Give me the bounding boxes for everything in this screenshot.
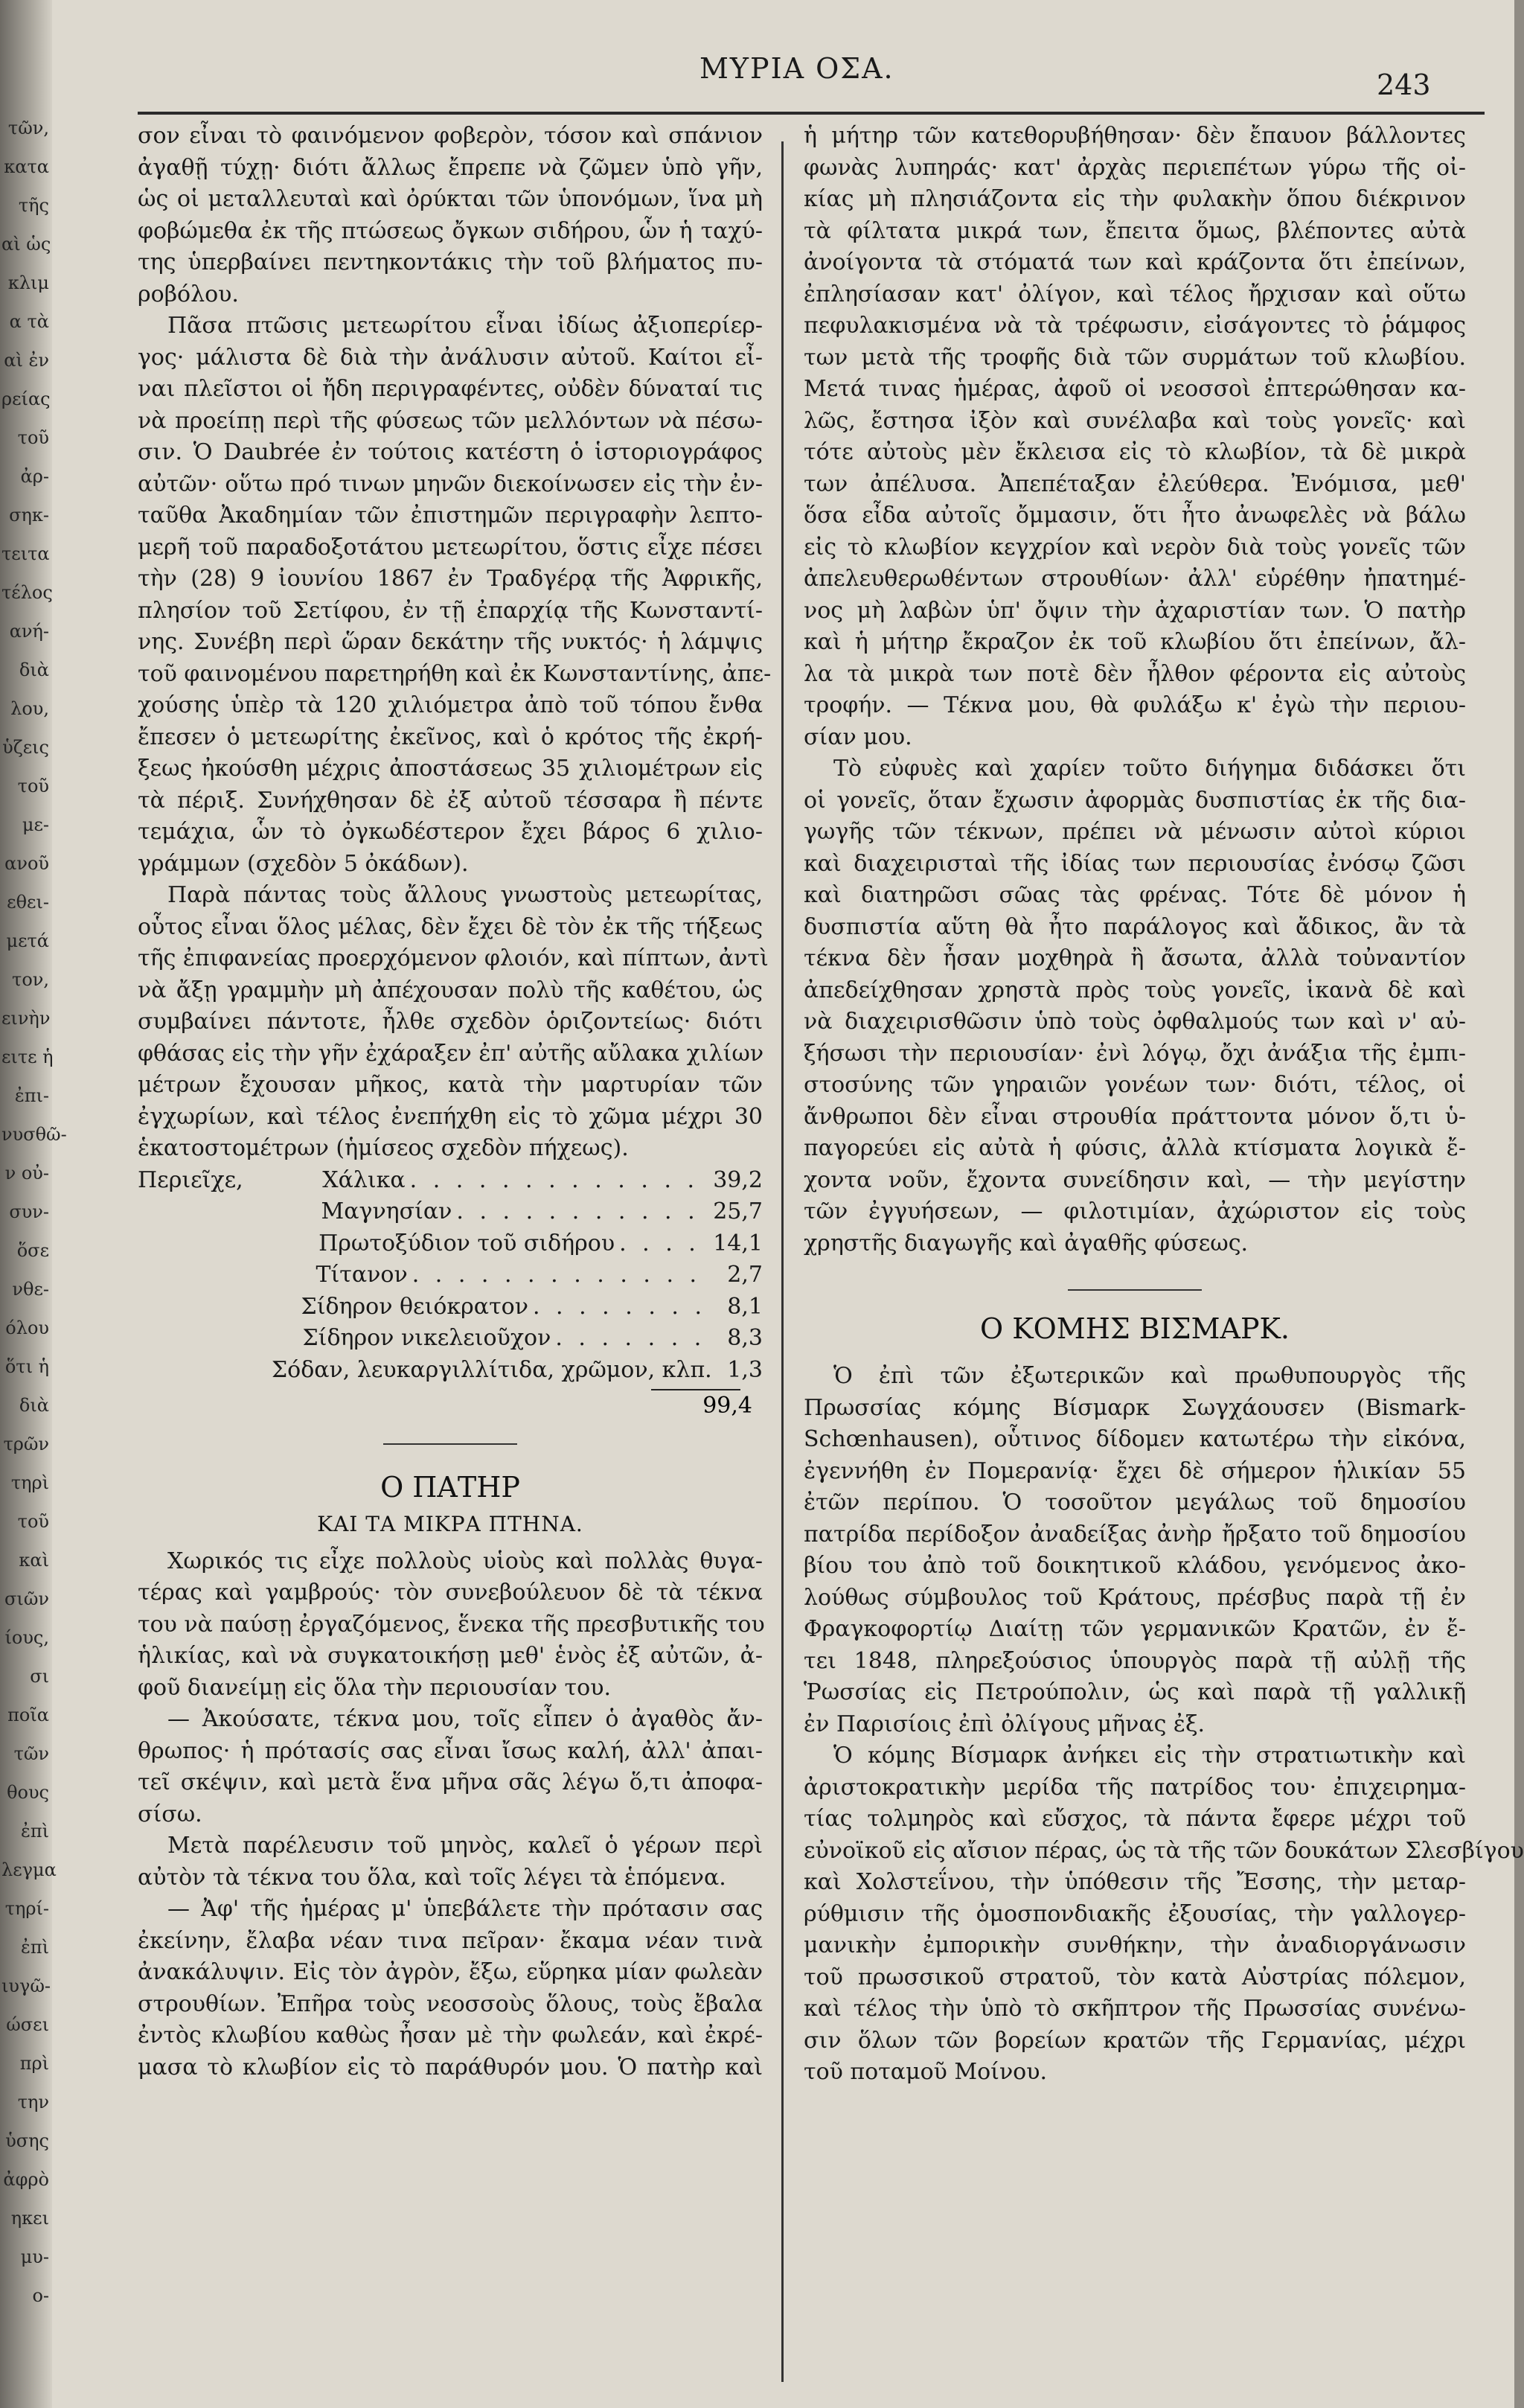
spine-fragment: νθε-: [12, 1279, 49, 1300]
spine-fragment: τῶν: [13, 1743, 49, 1764]
text-line: Ὁ ἐπὶ τῶν ἐξωτερικῶν καὶ πρωθυπουργὸς τῆς: [833, 1363, 1466, 1389]
text-line: τὰ πέριξ. Συνήχθησαν δὲ ἐξ αὐτοῦ τέσσαρα ἢ πέντε: [138, 787, 763, 814]
facing-page-edge: [0, 0, 67, 2408]
text-line: ἀπελευθερωθέντων στρουθίων· ἀλλ' εὑρέθην ἠπατημέ-: [804, 566, 1466, 592]
text-line: παγορεύει εἰς αὐτὰ ἡ φύσις, ἀλλὰ κτίσματα λογικὰ ἔ-: [804, 1135, 1466, 1161]
paragraph: [804, 121, 1466, 753]
mineral-name: Μαγνησίαν: [321, 1198, 452, 1224]
text-line: τὰ φίλτατα μικρά των, ἔπειτα ὅμως, βλέποντες αὐτὰ: [804, 217, 1466, 244]
text-line: καὶ διαχειρισταὶ τῆς ἰδίας των περιουσίας ἐνόσῳ ζῶσι: [804, 850, 1466, 877]
spine-fragment: ν οὐ-: [4, 1163, 49, 1184]
text-line: καὶ διατηρῶσι σῶας τὰς φρένας. Τότε δὲ μόνον ἡ: [804, 882, 1466, 908]
text-line: του νὰ παύσῃ ἐργαζόμενος, ἕνεκα τῆς πρεσβυτικῆς του: [138, 1611, 765, 1638]
text-line: νος μὴ λαβὼν ὑπ' ὄψιν τὴν ἀχαριστίαν των. Ὁ πατὴρ: [804, 597, 1466, 624]
text-line: εἰς τὸ κλωβίον κεγχρίον καὶ νερὸν διὰ τοὺς γονεῖς τῶν: [804, 534, 1466, 561]
text-line: γωγῆς τῶν τέκνων, πρέπει νὰ μένωσιν αὐτοὶ κύριοι: [804, 819, 1466, 845]
mineral-value: 8,1: [727, 1293, 763, 1320]
spine-fragment: όλου: [5, 1318, 49, 1338]
text-line: ἀπεδείχθησαν χρηστὰ πρὸς τοὺς γονεῖς, ἱκανὰ δὲ καὶ: [804, 977, 1466, 1003]
text-line: Schœnhausen), οὗτινος δίδομεν κατωτέρω τὴν εἰκόνα,: [804, 1426, 1466, 1452]
text-line: θρωπος· ἡ πρότασίς σας εἶναι ἴσως καλή, ἀλλ' ἀπαι-: [138, 1737, 763, 1764]
text-line: χρηστῆς διαγωγῆς καὶ ἀγαθῆς φύσεως.: [804, 1230, 1249, 1256]
text-line: ἀγαθῇ τύχῃ· διότι ἄλλως ἔπρεπε νὰ ζῶμεν ὑπὸ γῆν,: [138, 154, 763, 181]
leader-dots: . . . . . . .: [555, 1325, 706, 1351]
text-line: τίας τολμηρὸς καὶ εὔσχος, τὰ πάντα ἔφερε μέχρι τοῦ: [804, 1806, 1466, 1832]
leader-dots: . . . . . . . . . . .: [456, 1198, 699, 1224]
text-line: ἐγχωρίων, καὶ τέλος ἐνεπήχθη εἰς τὸ χῶμα μέχρι 30: [138, 1103, 763, 1130]
text-line: λα τὰ μικρὰ των ποτὲ δὲν ἦλθον φέροντα εἰς αὐτοὺς: [804, 660, 1466, 687]
spine-fragment: με-: [22, 814, 49, 835]
text-line: Παρὰ πάντας τοὺς ἄλλους γνωστοὺς μετεωρίτας,: [167, 882, 763, 908]
text-line: ἐτῶν περίπου. Ὁ τοσοῦτον μεγάλως τοῦ δημοσίου: [804, 1489, 1466, 1516]
spine-fragment: ἐπὶ: [20, 1937, 49, 1958]
spine-fragment: θους: [7, 1782, 49, 1803]
text-line: χούσης ὑπὲρ τὰ 120 χιλιόμετρα ἀπὸ τοῦ τόπου ἔνθα: [138, 692, 763, 718]
text-line: — Ἀκούσατε, τέκνα μου, τοῖς εἶπεν ὁ ἀγαθὸς ἄν-: [167, 1706, 763, 1732]
composition-label: [138, 1291, 301, 1323]
text-line: τότε αὐτοὺς μὲν ἔκλεισα εἰς τὸ κλωβίον, τὰ δὲ μικρὰ: [804, 439, 1466, 465]
text-line: νὰ ἄξῃ γραμμὴν μὴ ἀπέχουσαν πολὺ τῆς καθέτου, ὡς: [138, 977, 763, 1003]
spine-fragment: εθει-: [7, 892, 49, 913]
text-line: καὶ Χολστεΐνου, τὴν ὑπόθεσιν τῆς Ἔσσης, τὴν μεταρ-: [804, 1869, 1466, 1895]
text-line: ἐγεννήθη ἐν Πομερανίᾳ· ἔχει δὲ σήμερον ἡλικίαν 55: [804, 1457, 1466, 1484]
spine-fragment: καὶ: [19, 1550, 49, 1571]
mineral-name: Σόδαν, λευκαργιλλίτιδα, χρῶμον, κλπ.: [271, 1356, 712, 1383]
text-line: Μετὰ παρέλευσιν τοῦ μηνὸς, καλεῖ ὁ γέρων περὶ: [167, 1833, 763, 1859]
leader-dots: . . . . . . . . . . . . .: [409, 1166, 699, 1193]
spine-fragment: ώσει: [6, 2014, 49, 2035]
text-line: ἑκατοστομέτρων (ἡμίσεος σχεδὸν πήχεως).: [138, 1135, 629, 1161]
text-line: ἐν Παρισίοις ἐπὶ ὀλίγους μῆνας ἐξ.: [804, 1711, 1206, 1737]
text-line: χοντα νοῦν, ἔχοντα συνείδησιν καὶ, — τὴν μεγίστην: [804, 1166, 1466, 1193]
text-line: ἄνθρωποι δὲν εἶναι στρουθία πράττοντα μόνον ὅ,τι ὑ-: [804, 1103, 1466, 1130]
text-line: μέτρων ἔχουσαν μῆκος, κατὰ τὴν μαρτυρίαν τῶν: [138, 1072, 763, 1098]
mineral-name: Σίδηρον νικελειοῦχον: [302, 1325, 551, 1351]
text-line: κίας μὴ πλησιάζοντα εἰς τὴν φυλακὴν ὅπου διέκρινον: [804, 186, 1466, 212]
text-line: στοσύνης τῶν γηραιῶν γονέων των· διότι, τέλος, οἱ: [804, 1072, 1466, 1098]
text-line: Μετά τινας ἡμέρας, ἀφοῦ οἱ νεοσσοὶ ἐπτερώθησαν κα-: [804, 376, 1466, 402]
spine-fragment: αὶ ὡς: [1, 234, 51, 255]
header-rule: [138, 112, 1485, 115]
text-line: σίσω.: [138, 1801, 202, 1827]
spine-fragment: ποῖα: [7, 1705, 49, 1725]
text-line: ροβόλου.: [138, 281, 239, 307]
text-line: τεῖ σκέψιν, καὶ μετὰ ἕνα μῆνα σᾶς λέγω ὅ,τι ἀποφα-: [138, 1769, 763, 1795]
composition-row: [138, 1291, 763, 1323]
spine-fragment: σιῶν: [4, 1588, 49, 1609]
text-line: συμβαίνει πάντοτε, ἦλθε σχεδὸν ὁριζοντείως· διότι: [138, 1009, 763, 1035]
text-line: δυσπιστία αὕτη θὰ ἦτο παράλογος καὶ ἄδικος, ἂν τὰ: [804, 913, 1466, 940]
composition-row: [138, 1165, 763, 1197]
article-title: Ο ΚΟΜΗΣ ΒΙΣΜΑΡΚ.: [980, 1312, 1290, 1345]
text-line: στρουθίων. Ἐπῆρα τοὺς νεοσσοὺς ὅλους, τοὺς ἔβαλα: [138, 1990, 763, 2017]
composition-label: [138, 1196, 321, 1228]
paragraph: [138, 880, 769, 1165]
text-line: πεφυλακισμένα νὰ τὰ τρέφωσιν, εἰσάγοντες τὸ ῥάμφος: [804, 313, 1466, 339]
spine-fragment: αὶ ἐν: [4, 350, 49, 371]
spine-fragment: σι: [30, 1666, 49, 1687]
spine-fragment: α τὰ: [9, 311, 49, 332]
mineral-value: 25,7: [713, 1198, 763, 1224]
text-line: τέκνα δὲν ἦσαν μοχθηρὰ ἢ ἄσωτα, ἀλλὰ τοὐναντίον: [804, 945, 1466, 971]
text-line: ἡλικίας, καὶ νὰ συγκατοικήσῃ μεθ' ἑνὸς ἐξ αὐτῶν, ἀ-: [138, 1643, 763, 1669]
text-line: Ὁ κόμης Βίσμαρκ ἀνήκει εἰς τὴν στρατιωτικὴν καὶ: [833, 1743, 1466, 1769]
mineral-name: Σίδηρον θειόκρατον: [301, 1293, 528, 1320]
text-line: πλησίον τοῦ Σετίφου, ἐν τῇ ἐπαρχίᾳ τῆς Κωνσταντί-: [138, 597, 763, 624]
text-line: ἀνακάλυψιν. Εἰς τὸν ἀγρὸν, ἔξω, εὕρηκα μίαν φωλεὰν: [138, 1959, 763, 1985]
composition-label: [138, 1323, 302, 1355]
spine-fragment: τειτα: [1, 543, 50, 564]
spine-fragment: εινὴν: [1, 1008, 51, 1029]
text-line: ἐντὸς κλωβίου καθὼς ἦσαν μὲ τὴν φωλεάν, καὶ ἐκρέ-: [138, 2022, 763, 2048]
text-line: Πρωσσίας κόμης Βίσμαρκ Σωγχάουσεν (Bismark-: [804, 1394, 1466, 1421]
text-line: Πᾶσα πτῶσις μετεωρίτου εἶναι ἰδίως ἀξιοπερίερ-: [167, 313, 763, 339]
spine-fragment: ὑζεις: [2, 737, 49, 758]
text-line: ξήσωσι τὴν περιουσίαν· ἐνὶ λόγῳ, ὄχι ἀνάξια τῆς ἐμπι-: [804, 1040, 1466, 1067]
spine-fragment: ἀρ-: [20, 466, 49, 487]
text-line: ἀνοίγοντα τὰ στόματά των καὶ κράζοντα ὅτι ἐπείνων,: [804, 249, 1466, 275]
text-line: ρύθμισιν τῆς ὁμοσπονδιακῆς ἐξουσίας, τὴν γαλλογερ-: [804, 1900, 1466, 1927]
section-rule: [383, 1443, 517, 1445]
text-line: τροφήν. — Τέκνα μου, θὰ φυλάξω κ' ἐγὼ τὴν περιου-: [804, 692, 1466, 718]
spine-fragment: κλιμ: [7, 272, 49, 293]
mineral-name: Χάλικα: [322, 1166, 406, 1193]
article-title: Ο ΠΑΤΗΡ: [380, 1470, 520, 1504]
composition-row: [138, 1355, 763, 1387]
composition-row: [138, 1323, 763, 1355]
spine-fragment: μετά: [6, 930, 49, 951]
spine-fragment: τοῦ: [17, 427, 49, 448]
text-line: ἔπεσεν ὁ μετεωρίτης ἐκεῖνος, καὶ ὁ κρότος τῆς ἐκρή-: [138, 724, 763, 750]
paragraph: [804, 753, 1466, 1259]
spine-fragment: ἐπι-: [14, 1085, 49, 1106]
section-rule: [1068, 1289, 1202, 1291]
composition-total: 99,4: [702, 1393, 752, 1419]
mineral-value: 8,3: [727, 1325, 763, 1351]
spine-fragment: συν-: [9, 1201, 49, 1222]
spine-fragment: λεγμα: [1, 1859, 57, 1880]
text-line: εὐνοϊκοῦ εἰς αἴσιον πέρας, ὡς τὰ τῆς τῶν δουκάτων Σλεσβίγου: [804, 1837, 1524, 1864]
text-line: λούθως σύμβουλος τοῦ Κράτους, πρέσβυς παρὰ τῇ ἐν: [804, 1584, 1466, 1611]
text-line: πατρίδα περίδοξον ἀναδείξας ἀνὴρ ἤρξατο τοῦ δημοσίου: [804, 1521, 1466, 1548]
text-line: ταῦθα Ἀκαδημίαν τῶν ἐπιστημῶν περιγραφὴν λεπτο-: [138, 502, 763, 528]
composition-row: [138, 1259, 763, 1291]
text-line: της ὑπερβαίνει πεντηκοντάκις τὴν τοῦ βλήματος πυ-: [138, 249, 763, 275]
spine-fragment: ανοῦ: [4, 853, 49, 874]
spine-fragment: ίους,: [4, 1627, 49, 1648]
text-line: γος· μάλιστα δὲ διὰ τὴν ἀνάλυσιν αὐτοῦ. Καίτοι εἶ-: [138, 344, 763, 371]
composition-label: [138, 1228, 318, 1260]
text-line: ἐκείνην, ἔλαβα νέαν τινα πεῖραν· ἔκαμα νέαν τινὰ: [138, 1927, 763, 1954]
text-line: των μετὰ τῆς τροφῆς διὰ τῶν συρμάτων τοῦ κλωβίου.: [804, 344, 1466, 371]
text-line: νὰ διαχειρισθῶσιν ὑπὸ τοὺς ὀφθαλμούς των καὶ ν' αὐ-: [804, 1009, 1466, 1035]
text-line: ὡς οἱ μεταλλευταὶ καὶ ὀρύκται τῶν ὑπονόμων, ἵνα μὴ: [138, 186, 763, 212]
spine-fragment: τῶν,: [7, 118, 49, 138]
text-line: φοῦ διανείμῃ εἰς ὅλα τὴν περιουσίαν του.: [138, 1674, 611, 1701]
spine-fragment: τρῶν: [3, 1434, 49, 1454]
mineral-value: 1,3: [727, 1356, 763, 1383]
text-line: αὐτῶν· οὕτω πρό τινων μηνῶν διεκοίνωσεν εἰς τὴν ἐν-: [138, 470, 763, 497]
text-line: σίαν μου.: [804, 724, 912, 750]
text-line: ναι πλεῖστοι οἱ ἤδη περιγραφέντες, οὐδὲν δύναταί τις: [138, 376, 763, 402]
mineral-value: 2,7: [727, 1262, 763, 1288]
text-line: ἡ μήτηρ τῶν κατεθορυβήθησαν· δὲν ἔπαυον βάλλοντες: [804, 123, 1466, 149]
mineral-value: 39,2: [713, 1166, 763, 1193]
spine-fragment: ειτε ἡ: [1, 1047, 54, 1067]
text-line: Φραγκοφορτίῳ Διαίτῃ τῶν γερμανικῶν Κρατῶν, ἐν ἔ-: [804, 1616, 1466, 1642]
paragraph: [804, 1361, 1466, 1740]
composition-label: Περιεῖχε,: [138, 1166, 243, 1193]
composition-label: [138, 1355, 272, 1387]
composition-table: [138, 1165, 763, 1387]
leader-dots: . . . .: [619, 1230, 700, 1256]
text-line: τὴν (28) 9 ἰουνίου 1867 ἐν Τραδγέρᾳ τῆς Ἀφρικῆς,: [138, 566, 763, 592]
text-line: Τὸ εὐφυὲς καὶ χαρίεν τοῦτο διήγημα διδάσκει ὅτι: [833, 756, 1466, 782]
text-line: λῶς, ἔστησα ἰξὸν καὶ συνέλαβα καὶ τοὺς γονεῖς· καὶ: [804, 407, 1466, 434]
column-divider: [781, 141, 784, 2382]
text-line: μανικὴν ἐμπορικὴν συνθήκην, τὴν ἀναδιοργάνωσιν: [804, 1932, 1466, 1958]
text-line: Χωρικός τις εἶχε πολλοὺς υἱοὺς καὶ πολλὰς θυγα-: [167, 1548, 763, 1574]
spine-fragment: ρείας: [1, 389, 51, 409]
spine-fragment: ο-: [32, 2285, 49, 2306]
right-column: [804, 121, 1524, 2391]
left-column: [138, 121, 772, 2391]
spine-fragment: νυσθῶ-: [1, 1124, 67, 1145]
text-line: αὐτὸν τὰ τέκνα του ὅλα, καὶ τοῖς λέγει τὰ ἑπόμενα.: [138, 1864, 726, 1891]
text-line: τῶν ἐγγυήσεων, — φιλοτιμίαν, ἀχώριστον εἰς τοὺς: [804, 1198, 1466, 1224]
paragraph: [138, 121, 763, 310]
spine-fragment: λου,: [10, 698, 49, 719]
spine-fragment: διὰ: [19, 660, 49, 680]
composition-label: [138, 1259, 316, 1291]
text-line: γράμμων (σχεδὸν 5 ὀκάδων).: [138, 850, 469, 877]
text-line: φθάσας εἰς τὴν γῆν ἐχάραξεν ἐπ' αὐτῆς αὔλακα χιλίων: [138, 1040, 764, 1067]
spine-fragment: πρὶ: [19, 2053, 49, 2074]
spine-fragment: κατα: [4, 156, 49, 177]
spine-fragment: διὰ: [19, 1395, 49, 1416]
spine-fragment: την: [17, 2092, 49, 2112]
spine-fragment: ἀφρὸ: [3, 2169, 49, 2190]
text-line: οἱ γονεῖς, ὅταν ἔχωσιν ἀφορμὰς δυσπιστίας ἐκ τῆς δια-: [804, 787, 1466, 814]
text-line: ἀριστοκρατικὴν μερίδα τῆς πατρίδος του· ἐπιχειρημα-: [804, 1774, 1466, 1801]
spine-fragment: τον,: [12, 969, 49, 990]
text-line: καὶ ἡ μήτηρ ἔκραζον ἐκ τοῦ κλωβίου ὅτι ἐπείνων, ἄλ-: [804, 629, 1466, 655]
running-head: ΜΥΡΙΑ ΟΣΑ.: [699, 52, 894, 85]
spine-fragment: τηρί-: [4, 1898, 49, 1919]
text-line: τοῦ πρωσσικοῦ στρατοῦ, τὸν κατὰ Αὐστρίας πόλεμον,: [804, 1964, 1466, 1990]
spine-fragment: ἐπὶ: [20, 1821, 49, 1842]
spine-fragment: μυ-: [20, 2246, 49, 2267]
spine-fragment: ὅτι ἡ: [4, 1356, 49, 1377]
spine-fragment: τῆς: [18, 195, 49, 216]
spine-fragment: ανή-: [9, 621, 49, 642]
text-line: μασα τὸ κλωβίον εἰς τὸ παράθυρόν μου. Ὁ πατὴρ καὶ: [138, 2054, 763, 2080]
composition-row: [138, 1196, 763, 1228]
text-line: σιν. Ὁ Daubrée ἐν τούτοις κατέστη ὁ ἱστοριογράφος: [138, 439, 763, 465]
spine-fragment: τοῦ: [17, 776, 49, 796]
spine-fragment: τοῦ: [17, 1511, 49, 1532]
text-line: ξεως ἠκούσθη μέχρις ἀποστάσεως 35 χιλιομέτρων εἰς: [138, 756, 763, 782]
page-number: 243: [1377, 68, 1431, 101]
leader-dots: . . . . . . . . . . . . .: [412, 1262, 702, 1288]
text-line: νὰ προείπῃ περὶ τῆς φύσεως τῶν μελλόντων νὰ πέσω-: [138, 407, 763, 434]
mineral-value: 14,1: [713, 1230, 763, 1256]
text-line: τεμάχια, ὧν τὸ ὀγκωδέστερον ἔχει βάρος 6 χιλιο-: [138, 819, 763, 845]
text-line: νης. Συνέβη περὶ ὥραν δεκάτην τῆς νυκτός· ἡ λάμψις: [138, 629, 763, 655]
text-line: μερῆ τοῦ παραδοξοτάτου μετεωρίτου, ὅστις εἶχε πέσει: [138, 534, 763, 561]
text-line: φωνὰς λυπηράς· κατ' ἀρχὰς περιεπέτων γύρω τῆς οἰ-: [804, 154, 1466, 181]
spine-fragment: σηκ-: [9, 505, 49, 526]
text-line: τέρας καὶ γαμβρούς· τὸν συνεβούλευον δὲ τὰ τέκνα: [138, 1580, 763, 1606]
composition-row: [138, 1228, 763, 1260]
spine-fragment: ὅσε: [16, 1240, 49, 1261]
text-line: καὶ τέλος τὴν ὑπὸ τὸ σκῆπτρον τῆς Πρωσσίας συνένω-: [804, 1996, 1466, 2022]
paragraph: [138, 1546, 763, 1705]
article-subtitle: ΚΑΙ ΤΑ ΜΙΚΡΑ ΠΤΗΝΑ.: [317, 1511, 583, 1536]
text-line: των ἀπέλυσα. Ἀπεπέταξαν ἐλεύθερα. Ἐνόμισα, μεθ': [804, 470, 1466, 497]
spine-fragment: τέλος: [1, 582, 53, 603]
leader-dots: . . . . . . . .: [532, 1293, 707, 1320]
text-line: Ῥωσσίας εἰς Πετρούπολιν, ὡς καὶ παρὰ τῇ γαλλικῇ: [804, 1679, 1466, 1705]
spine-fragment: τηρὶ: [10, 1472, 49, 1493]
text-line: βίου του ἀπὸ τοῦ δοικητικοῦ κλάδου, γενόμενος ἀκο-: [804, 1553, 1466, 1579]
text-line: τοῦ ποταμοῦ Μοίνου.: [804, 2059, 1048, 2085]
spine-fragment: ὑσης: [5, 2130, 49, 2151]
paragraph: [804, 1740, 1524, 2089]
spine-fragment: ιυγῶ-: [1, 1976, 51, 1996]
spine-fragment: ηκει: [10, 2208, 49, 2229]
paragraph: [138, 1704, 763, 1830]
text-line: φοβώμεθα ἐκ τῆς πτώσεως ὄγκων σιδήρου, ὧν ἡ ταχύ-: [138, 217, 763, 244]
text-line: ἐπλησίασαν κατ' ὀλίγον, καὶ τέλος ἤρχισαν καὶ οὕτω: [804, 281, 1466, 307]
mineral-name: Πρωτοξύδιον τοῦ σιδήρου: [318, 1230, 615, 1256]
text-line: — Ἀφ' τῆς ἡμέρας μ' ὑπεβάλετε τὴν πρότασιν σας: [167, 1896, 763, 1922]
text-line: σιν ὅλων τῶν βορείων κρατῶν τῆς Γερμανίας, μέχρι: [804, 2027, 1466, 2054]
mineral-name: Τίτανον: [316, 1262, 408, 1288]
paragraph: [138, 1894, 763, 2083]
paragraph: [138, 310, 772, 880]
text-line: τοῦ φαινομένου παρετηρήθη καὶ ἐκ Κωνσταντίνης, ἀπε-: [138, 660, 772, 687]
text-line: ὅσα εἶδα αὐτοῖς ὄμμασιν, ὅτι ἦτο ἀνωφελὲς νὰ βάλω: [804, 502, 1466, 528]
text-line: τῆς ἐπιφανείας προερχόμενον φλοιόν, καὶ πίπτων, ἀντὶ: [138, 945, 769, 971]
text-line: τει 1848, πληρεξούσιος ὑπουργὸς παρὰ τῇ αὐλῇ τῆς: [804, 1647, 1466, 1674]
text-line: σον εἶναι τὸ φαινόμενον φοβερὸν, τόσον καὶ σπάνιον: [138, 123, 763, 149]
text-line: οὗτος εἶναι ὅλος μέλας, δὲν ἔχει δὲ τὸν ἐκ τῆς τήξεως: [138, 913, 763, 940]
paragraph: [138, 1830, 763, 1894]
